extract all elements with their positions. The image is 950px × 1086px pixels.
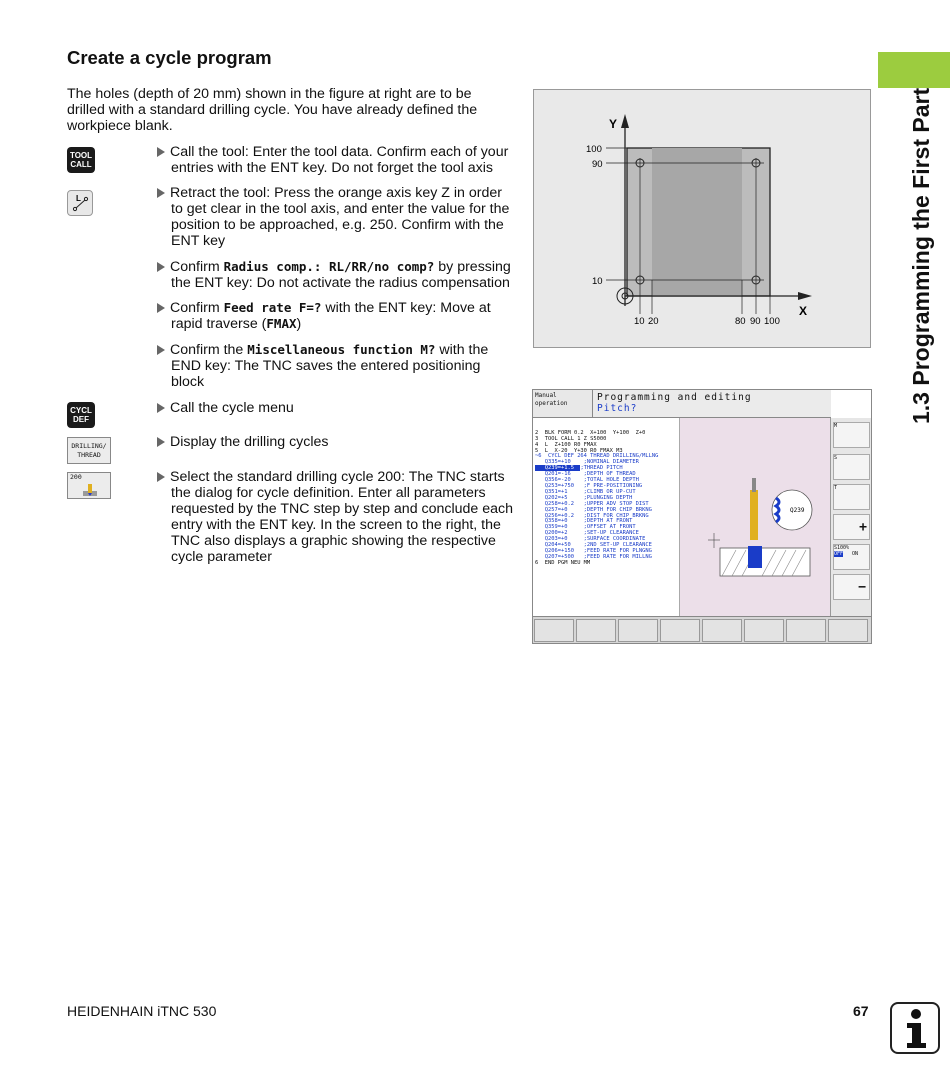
minus-icon: − [858, 580, 866, 595]
program-line: Q253=+750 ;F PRE-POSITIONING [535, 482, 643, 489]
program-line: Q200=+2 ;SET-UP CLEARANCE [535, 530, 639, 537]
program-line: Q356=-20 ;TOTAL HOLE DEPTH [535, 477, 639, 484]
step-text: Confirm the [170, 342, 248, 358]
step-feed-rate [157, 300, 517, 332]
step-text: Select the standard drilling cycle 200: The TNC starts [170, 469, 505, 485]
step-select-cycle-200 [157, 469, 517, 565]
step-text: Display the drilling cycles [170, 434, 329, 450]
cycl-def-key[interactable] [67, 402, 95, 428]
step-text: Confirm [170, 300, 224, 316]
graphic-param-label: Q239 [790, 507, 805, 514]
operating-mode [533, 390, 593, 418]
s-plus-softkey[interactable] [833, 514, 870, 540]
cycle-help-graphic [680, 418, 830, 616]
page-heading: Create a cycle program [67, 47, 272, 68]
step-text: TNC also displays a graphic showing the respective [171, 533, 496, 549]
softkey-7[interactable] [786, 619, 826, 642]
drilling-softkey-line2: THREAD [77, 451, 101, 459]
program-line: Q359=+0 ;OFFSET AT FRONT [535, 524, 636, 531]
step-text: by pressing [434, 259, 511, 275]
thread-milling-graphic [680, 418, 830, 616]
horizontal-softkey-row [533, 616, 871, 644]
step-drilling-cycles [157, 434, 517, 450]
program-line: 4 L Z+100 R0 FMAX [535, 441, 597, 448]
step-text: to get clear in the tool axis, and enter the value for the [171, 201, 510, 217]
dialog-code: Miscellaneous function M? [247, 342, 436, 357]
step-arrow-icon [157, 472, 165, 482]
step-text: entries with the ENT key. Do not forget the tool axis [171, 160, 494, 176]
tnc-screenshot [532, 389, 872, 644]
info-glyph-icon [892, 1004, 938, 1052]
s-spindle-softkey[interactable] [833, 454, 870, 480]
program-line: Q257=+0 ;DEPTH FOR CHIP BRKNG [535, 506, 652, 513]
step-arrow-icon [157, 262, 165, 272]
chapter-title: 1.3 Programming the First Part [908, 87, 934, 424]
y-tick-90: 90 [592, 159, 603, 170]
step-arrow-icon [157, 303, 165, 313]
screen-title: Programming and editing [597, 392, 752, 403]
tool-call-key-line2: CALL [70, 160, 92, 169]
dialog-prompt: Pitch? [597, 403, 638, 414]
line-path-icon [68, 191, 92, 215]
step-text: position to be approached, e.g. 250. Confirm with the [171, 217, 504, 233]
dialog-code: Radius comp.: RL/RR/no comp? [223, 259, 435, 274]
step-text: ENT key [171, 233, 226, 249]
side-label-off: OFF [834, 551, 844, 557]
program-line: Q204=+50 ;2ND SET-UP CLEARANCE [535, 542, 652, 549]
page-number: 67 [853, 1003, 869, 1019]
y-axis-label: Y [609, 117, 618, 131]
mode-line1: Manual [535, 392, 557, 399]
step-text: the ENT key: Do not activate the radius compensation [171, 275, 510, 291]
step-arrow-icon [157, 345, 165, 355]
step-tool-call [157, 144, 517, 176]
step-text: END key: The TNC saves the entered positioning [171, 358, 481, 374]
cycle-200-label: 200 [70, 473, 82, 481]
step-text: cycle parameter [171, 549, 272, 565]
step-arrow-icon [157, 188, 165, 198]
softkey-6[interactable] [744, 619, 784, 642]
m-function-softkey[interactable] [833, 422, 870, 448]
y-tick-100: 100 [586, 144, 602, 155]
program-line: Q335=+10 ;NOMINAL DIAMETER [535, 459, 639, 466]
s-override-softkey[interactable] [833, 544, 870, 570]
footer-product: HEIDENHAIN iTNC 530 [67, 1003, 217, 1019]
cycl-def-key-line1: CYCL [70, 406, 92, 415]
drill-icon [82, 483, 98, 497]
step-text: rapid traverse ( [171, 316, 267, 332]
side-label-m: M [834, 423, 838, 429]
axis-key-l-icon[interactable] [67, 190, 93, 216]
step-text: Retract the tool: Press the orange axis key Z in order [170, 185, 502, 201]
vertical-softkey-bar [830, 418, 872, 616]
step-text: requested by the TNC step by step and conclude each [171, 501, 514, 517]
x-tick-80: 80 [735, 316, 746, 327]
side-label-s: S [834, 455, 838, 461]
softkey-4[interactable] [660, 619, 700, 642]
step-text: entry with the ENT key. In the screen to the right, the [171, 517, 501, 533]
x-tick-90: 90 [750, 316, 761, 327]
step-text: Call the cycle menu [170, 400, 294, 416]
program-line: 3 TOOL CALL 1 Z S5000 [535, 435, 607, 442]
info-icon [890, 1002, 940, 1054]
step-text: ) [296, 316, 302, 332]
program-line: Q203=+0 ;SURFACE COORDINATE [535, 536, 646, 543]
dialog-code: Feed rate F=? [223, 300, 322, 315]
tool-call-key-line1: TOOL [69, 151, 93, 160]
tool-call-key[interactable] [67, 147, 95, 173]
plus-icon: + [859, 520, 867, 535]
program-line: 2 BLK FORM 0.2 X+100 Y+100 Z+0 [535, 429, 646, 436]
mode-line2: operation [535, 400, 568, 407]
drilling-softkey-line1: DRILLING/ [71, 442, 107, 450]
step-text: Confirm [170, 259, 224, 275]
step-arrow-icon [157, 437, 165, 447]
screen-header [593, 390, 831, 418]
step-radius-comp [157, 259, 527, 291]
step-misc-function [157, 342, 517, 390]
softkey-1[interactable] [534, 619, 574, 642]
t-tool-softkey[interactable] [833, 484, 870, 510]
dialog-code: FMAX [266, 316, 297, 331]
program-line: Q239=+1.5 ;THREAD PITCH [535, 465, 623, 472]
step-text: with the ENT key: Move at [321, 300, 491, 316]
step-text: block [171, 374, 205, 390]
step-arrow-icon [157, 403, 165, 413]
workpiece-diagram [533, 89, 871, 348]
program-line: Q351=+1 ;CLIMB OR UP-CUT [535, 488, 636, 495]
step-text: Call the tool: Enter the tool data. Confirm each of your [170, 144, 509, 160]
side-label-t: T [834, 485, 838, 491]
program-listing [533, 418, 680, 616]
x-tick-20: 20 [648, 316, 659, 327]
y-tick-10: 10 [592, 276, 603, 287]
chapter-tab [878, 52, 950, 88]
x-axis-label: X [799, 304, 808, 318]
softkey-3[interactable] [618, 619, 658, 642]
step-text: the dialog for cycle definition. Enter all parameters [171, 485, 486, 501]
step-text: with the [435, 342, 489, 358]
program-line: Q201=-16 ;DEPTH OF THREAD [535, 471, 636, 478]
hole-pattern-drawing [534, 90, 870, 347]
step-cycle-menu [157, 400, 517, 416]
step-arrow-icon [157, 147, 165, 157]
program-line: Q258=+0.2 ;UPPER ADV STOP DIST [535, 500, 649, 507]
cycle-200-softkey[interactable] [67, 472, 111, 499]
program-line: 5 L X-20 Y+30 R0 FMAX M3 [535, 447, 623, 454]
softkey-2[interactable] [576, 619, 616, 642]
side-label-s100: S100% [834, 545, 850, 551]
x-tick-10: 10 [634, 316, 645, 327]
program-line: Q202=+5 ;PLUNGING DEPTH [535, 494, 633, 501]
program-line: Q358=+0 ;DEPTH AT FRONT [535, 518, 633, 525]
active-parameter[interactable]: Q239=+1.5 [535, 465, 581, 472]
softkey-8[interactable] [828, 619, 868, 642]
program-line: Q206=+150 ;FEED RATE FOR PLNGNG [535, 547, 652, 554]
program-line: Q256=+0.2 ;DIST FOR CHIP BRKNG [535, 512, 649, 519]
svg-text:L: L [76, 194, 81, 203]
program-line: ~6 CYCL DEF 264 THREAD DRILLING/MLLNG [535, 453, 659, 460]
drilling-thread-softkey[interactable] [67, 437, 111, 464]
s-minus-softkey[interactable] [833, 574, 870, 600]
side-label-on: ON [852, 551, 859, 557]
program-line: Q207=+500 ;FEED RATE FOR MILLNG [535, 553, 652, 560]
program-line: 6 END PGM NEU MM [535, 559, 591, 566]
cycl-def-key-line2: DEF [73, 415, 89, 424]
step-retract [157, 185, 517, 249]
x-tick-100: 100 [764, 316, 780, 327]
intro-paragraph: The holes (depth of 20 mm) shown in the figure at right are to be drilled with a standard drilling cycle. You have already defined the workpiece blank. [67, 86, 478, 134]
softkey-5[interactable] [702, 619, 742, 642]
